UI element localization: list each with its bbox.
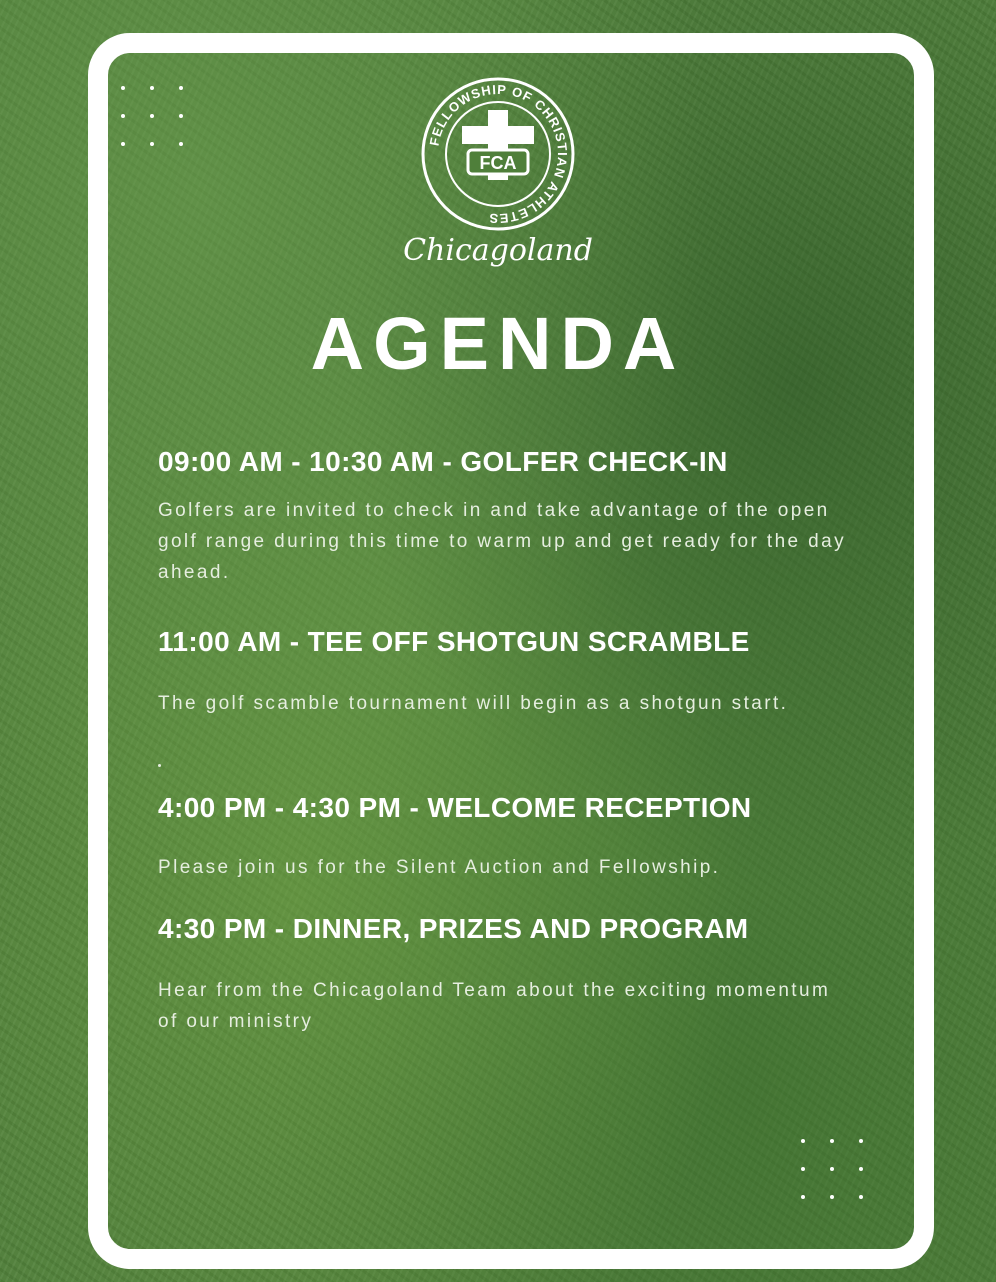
agenda-item-2-heading: 11:00 AM - TEE OFF SHOTGUN SCRAMBLE [158, 626, 750, 657]
agenda-item-2-description: The golf scamble tournament will begin as a shotgun start. [158, 693, 789, 714]
svg-text:Chicagoland: Chicagoland [403, 233, 593, 268]
agenda-item-1-heading: 09:00 AM - 10:30 AM - GOLFER CHECK-IN [158, 446, 728, 477]
agenda-item-4-description: Hear from the Chicagoland Team about the exciting momentum of our ministry [158, 980, 831, 1032]
decorative-dots-top-left [121, 86, 183, 146]
svg-text:FELLOWSHIP OF CHRISTIAN ATHLET: FELLOWSHIP OF CHRISTIAN ATHLETES [426, 81, 571, 227]
svg-text:FCA: FCA [479, 153, 517, 173]
stray-dot [158, 764, 161, 767]
agenda-item-1-description: Golfers are invited to check in and take advantage of the open golf range during this time to warm up and get ready for the day ahead. [158, 500, 847, 583]
agenda-item-3-description: Please join us for the Silent Auction and Fellowship. [158, 857, 721, 878]
agenda-item-3-heading: 4:00 PM - 4:30 PM - WELCOME RECEPTION [158, 792, 752, 823]
fca-chicagoland-logo [398, 76, 598, 276]
decorative-dots-bottom-right [801, 1139, 863, 1199]
agenda-title: AGENDA [310, 302, 686, 385]
agenda-item-4-heading: 4:30 PM - DINNER, PRIZES AND PROGRAM [158, 913, 749, 944]
